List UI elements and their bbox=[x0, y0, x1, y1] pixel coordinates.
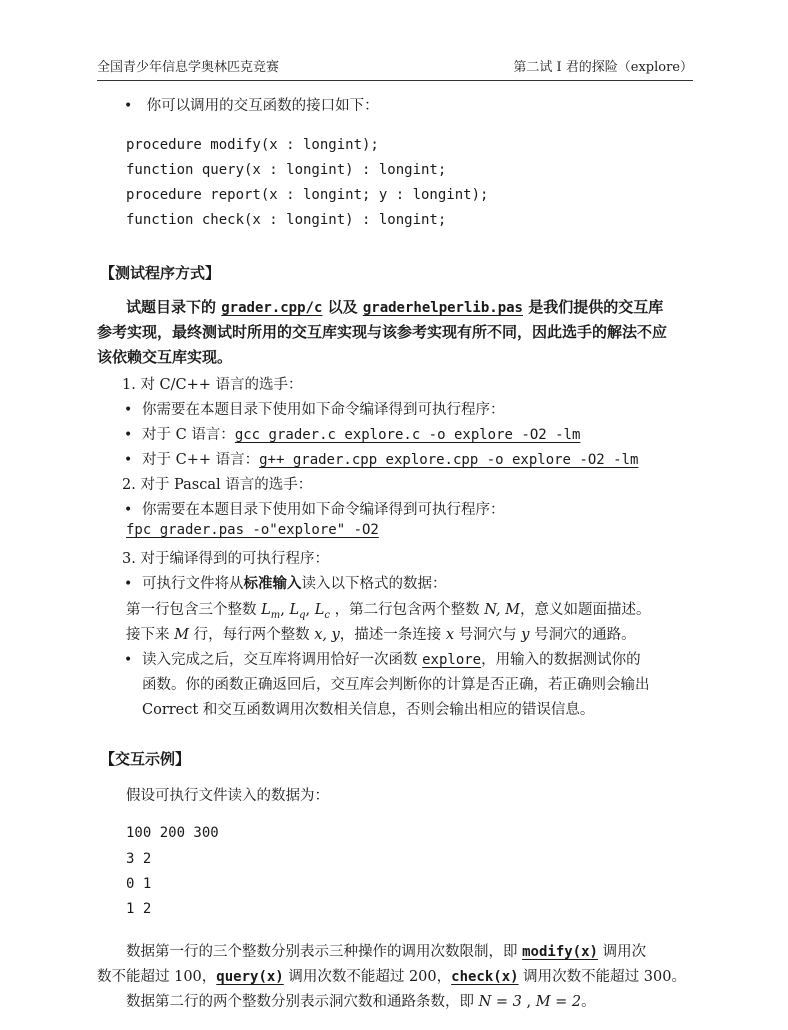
example-data-line3: 0 1 bbox=[126, 876, 152, 892]
header-problem-name: 第二试 I 君的探险（explore） bbox=[513, 60, 693, 75]
item-1-bullet-compile: • 你需要在本题目录下使用如下命令编译得到可执行程序： bbox=[124, 398, 505, 419]
stdin-keyword: 标准输入 bbox=[243, 576, 302, 592]
header-contest-name: 全国青少年信息学奥林匹克竞赛 bbox=[97, 60, 280, 75]
code-line-report: procedure report(x : longint; y : longint); bbox=[126, 187, 489, 203]
example-data-line1: 100 200 300 bbox=[126, 825, 219, 841]
section-title-test: 【测试程序方式】 bbox=[100, 264, 221, 282]
test-paragraph-line2: 参考实现，最终测试时所用的交互库实现与该参考实现有所不同，因此选手的解法不应 bbox=[97, 323, 668, 341]
interface-intro-bullet: • 你可以调用的交互函数的接口如下： bbox=[124, 94, 379, 115]
item-3-bullet-explore: • 读入完成之后，交互库将调用恰好一次函数 explore，用输入的数据测试你的 bbox=[124, 648, 641, 669]
example-explain-line2: 数不能超过 100，query(x) 调用次数不能超过 200，check(x) 调用次数不能超过 300。 bbox=[97, 969, 686, 985]
grader-file-name: grader.cpp/c bbox=[221, 300, 323, 316]
input-format-line1: 第一行包含三个整数 $L_m$, $L_q$, $L_c$ ，第二行包含两个整数 N, M，意义如题面描述。 bbox=[126, 602, 651, 621]
test-paragraph-line1: 试题目录下的 grader.cpp/c 以及 graderhelperlib.pas 是我们提供的交互库 bbox=[126, 298, 664, 316]
check-call: check(x) bbox=[451, 969, 519, 985]
example-intro: 假设可执行文件读入的数据为： bbox=[126, 788, 329, 804]
item-3-explore-line2: 函数。你的函数正确返回后，交互库会判断你的计算是否正确，若正确则会输出 bbox=[142, 677, 650, 693]
item-3-bullet-input: • 可执行文件将从标准输入读入以下格式的数据： bbox=[124, 572, 447, 593]
c-compile-command: gcc grader.c explore.c -o explore -O2 -lm bbox=[234, 427, 581, 443]
input-format-line2: 接下来 M 行，每行两个整数 x, y，描述一条连接 x 号洞穴与 y 号洞穴的通路。 bbox=[126, 627, 636, 643]
code-line-modify: procedure modify(x : longint); bbox=[126, 137, 379, 153]
query-call: query(x) bbox=[216, 969, 284, 985]
section-title-example: 【交互示例】 bbox=[100, 750, 191, 768]
modify-call: modify(x) bbox=[522, 944, 598, 960]
pascal-compile-command: fpc grader.pas -o"explore" -O2 bbox=[126, 522, 379, 538]
example-data-line4: 1 2 bbox=[126, 901, 152, 917]
item-3-explore-line3: Correct 和交互函数调用次数相关信息，否则会输出相应的错误信息。 bbox=[142, 702, 595, 718]
item-3-executable: 3. 对于编译得到的可执行程序： bbox=[122, 551, 329, 567]
explore-function-name: explore bbox=[422, 652, 482, 668]
code-line-query: function query(x : longint) : longint; bbox=[126, 162, 447, 178]
item-1-bullet-cpp: • 对于 C++ 语言：g++ grader.cpp explore.cpp -o explore -O2 -lm bbox=[124, 448, 638, 469]
item-2-pascal: 2. 对于 Pascal 语言的选手： bbox=[122, 477, 313, 493]
item-1-bullet-c: • 对于 C 语言：gcc grader.c explore.c -o explore -O2 -lm bbox=[124, 423, 580, 444]
item-1-c-cpp: 1. 对 C/C++ 语言的选手： bbox=[122, 377, 303, 393]
example-explain-line1: 数据第一行的三个整数分别表示三种操作的调用次数限制，即 modify(x) 调用次 bbox=[126, 944, 647, 960]
cpp-compile-command: g++ grader.cpp explore.cpp -o explore -O2 -lm bbox=[259, 452, 639, 468]
helper-lib-file-name: graderhelperlib.pas bbox=[362, 300, 523, 316]
item-2-bullet-compile: • 你需要在本题目录下使用如下命令编译得到可执行程序： bbox=[124, 498, 505, 519]
header-divider bbox=[97, 80, 693, 81]
code-line-check: function check(x : longint) : longint; bbox=[126, 212, 447, 228]
example-explain-line3: 数据第二行的两个整数分别表示洞穴数和通路条数，即 N = 3 , M = 2。 bbox=[126, 994, 596, 1010]
running-header bbox=[97, 56, 693, 75]
test-paragraph-line3: 该依赖交互库实现。 bbox=[97, 348, 233, 366]
example-data-line2: 3 2 bbox=[126, 851, 152, 867]
